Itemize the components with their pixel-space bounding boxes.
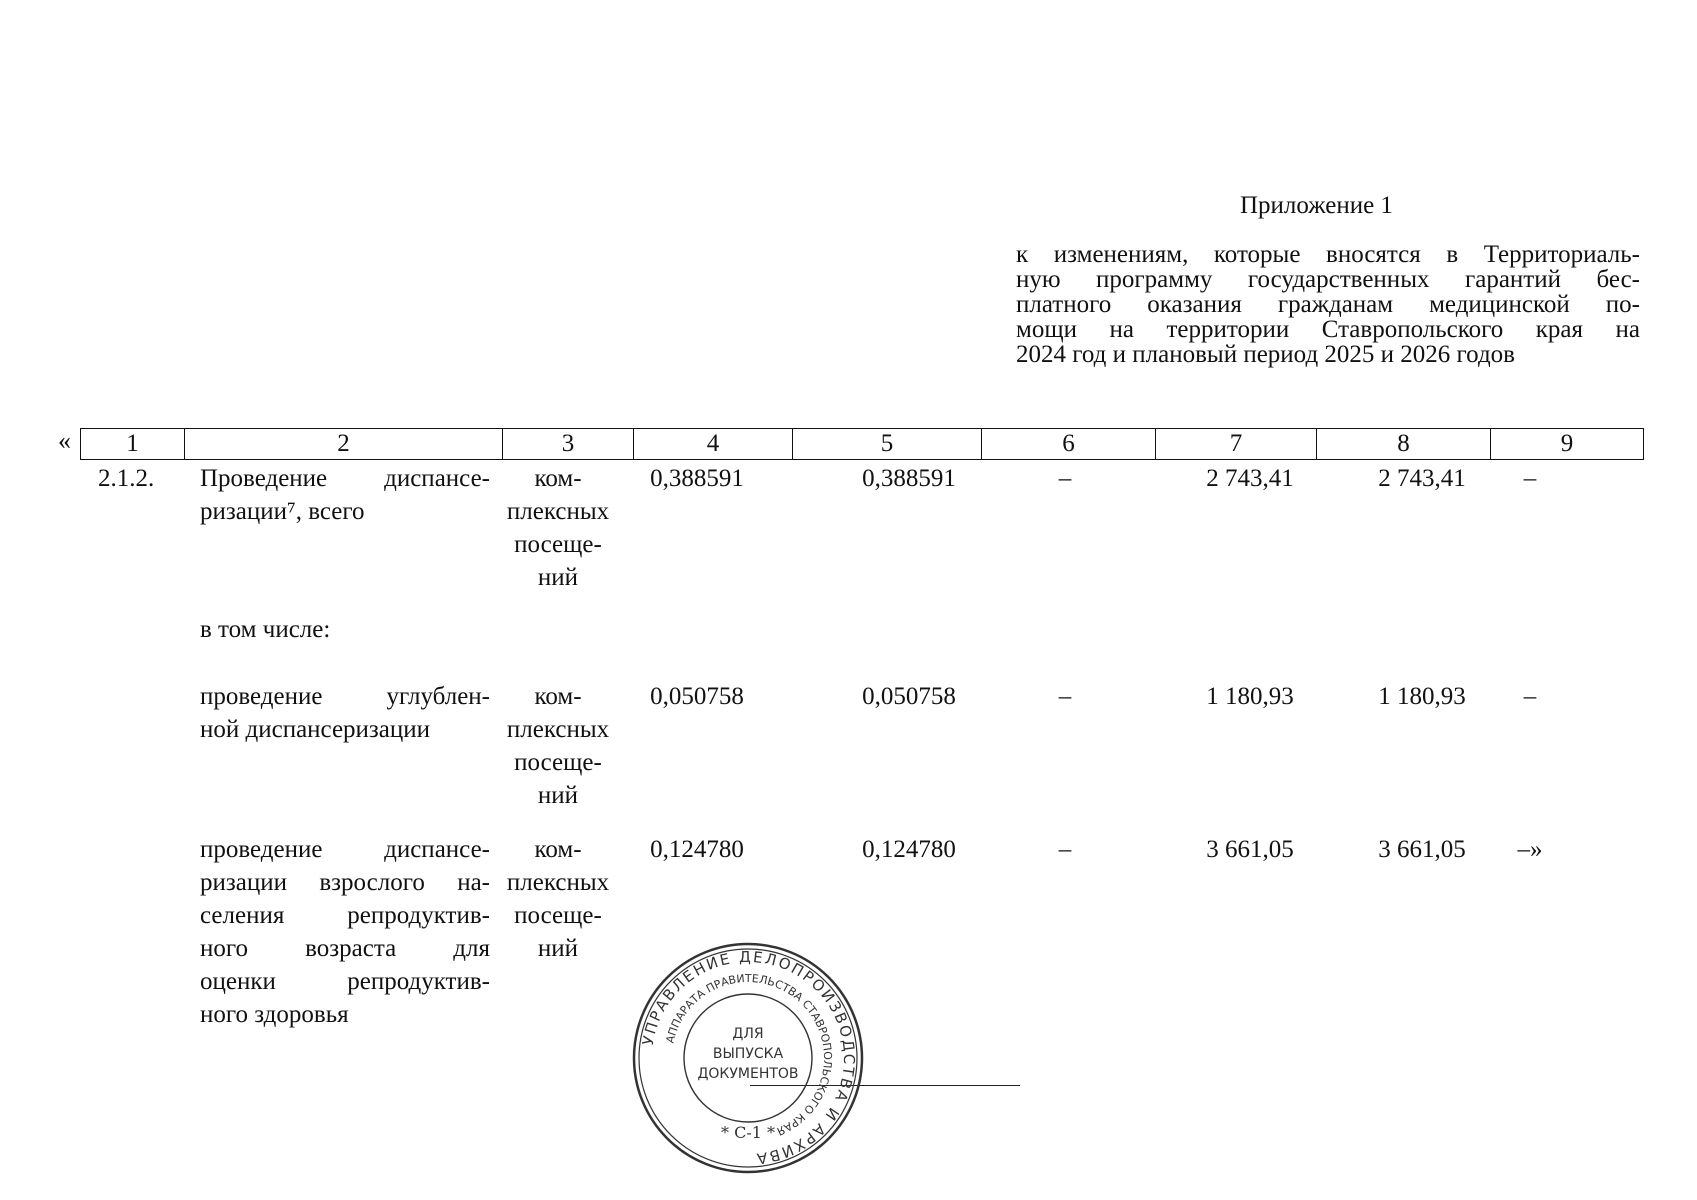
row-number: 2.1.2. (98, 465, 155, 492)
cell-col-5: 0,388591 (862, 465, 956, 492)
row-name-line: ной диспансеризации (200, 716, 431, 743)
cell-col-4: 0,050758 (650, 683, 744, 710)
appendix-line: к изменениям, которые вносятся в Территориаль- (1016, 241, 1640, 268)
unit-line: посеще- (514, 531, 602, 558)
cell-col-8: 1 180,93 (1378, 683, 1466, 710)
header-col-6: 6 (982, 429, 1156, 460)
cell-col-5: 0,124780 (862, 836, 956, 863)
stamp-code: * С-1 * (721, 1123, 775, 1142)
cell-col-8: 2 743,41 (1378, 465, 1466, 492)
row-name-line: в том числе: (200, 616, 331, 643)
header-col-4: 4 (634, 429, 793, 460)
opening-quote: « (58, 426, 71, 455)
cell-col-5: 0,050758 (862, 683, 956, 710)
stamp-center-line: ДЛЯ (732, 1026, 764, 1042)
header-col-9: 9 (1491, 429, 1644, 460)
unit-line: плексных (506, 498, 610, 525)
unit-line: ком- (534, 836, 582, 863)
row-name-line: проведение углублен- (200, 683, 490, 710)
stamp-center-line: ВЫПУСКА (712, 1046, 784, 1062)
unit-line: ком- (534, 683, 582, 710)
cell-col-7: 3 661,05 (1206, 836, 1294, 863)
unit-line: посеще- (514, 902, 602, 929)
row-name-line: ризации взрослого на- (200, 869, 490, 896)
appendix-line: ную программу государственных гарантий бес- (1016, 266, 1640, 293)
appendix-title: Приложение 1 (1240, 192, 1393, 219)
row-name-line: оценки репродуктив- (200, 968, 490, 995)
header-col-3: 3 (503, 429, 634, 460)
row-unit (493, 680, 623, 812)
unit-line: плексных (506, 869, 610, 896)
stamp-outer-text: УПРАВЛЕНИЕ ДЕЛОПРОИЗВОДСТВА И АРХИВА (638, 947, 859, 1168)
appendix-description (1016, 242, 1640, 367)
appendix-line: платного оказания гражданам медицинской по- (1016, 291, 1640, 318)
official-stamp (628, 938, 868, 1178)
header-col-2: 2 (185, 429, 503, 460)
appendix-line: 2024 год и плановый период 2025 и 2026 годов (1016, 341, 1515, 368)
column-number-header (80, 428, 1644, 460)
header-col-5: 5 (793, 429, 982, 460)
unit-line: посеще- (514, 749, 602, 776)
row-name (200, 833, 490, 1031)
row-name (200, 462, 490, 528)
row-name-line: ризации⁷, всего (200, 498, 365, 525)
row-name-line: ного возраста для (200, 935, 490, 962)
cell-col-7: 1 180,93 (1206, 683, 1294, 710)
row-name-line: ного здоровья (200, 1001, 349, 1028)
unit-line: ком- (534, 465, 582, 492)
cell-col-6: – (1058, 465, 1072, 492)
cell-col-6: – (1058, 836, 1072, 863)
row-name-line: селения репродуктив- (200, 902, 490, 929)
row-name (200, 680, 490, 746)
cell-col-9: –» (1517, 836, 1543, 863)
stamp-center-line: ДОКУМЕНТОВ (697, 1066, 799, 1082)
cell-col-7: 2 743,41 (1206, 465, 1294, 492)
header-col-7: 7 (1156, 429, 1317, 460)
row-unit (493, 833, 623, 965)
row-name-line: проведение диспансе- (200, 836, 490, 863)
header-col-1: 1 (81, 429, 185, 460)
row-name-line: Проведение диспансе- (200, 465, 490, 492)
cell-col-4: 0,124780 (650, 836, 744, 863)
cell-col-9: – (1523, 683, 1537, 710)
row-unit (493, 462, 623, 594)
row-name (200, 613, 490, 646)
stamp-inner-text: АППАРАТА ПРАВИТЕЛЬСТВА СТАВРОПОЛЬСКОГО КРАЯ (663, 971, 835, 1138)
cell-col-9: – (1523, 465, 1537, 492)
appendix-line: мощи на территории Ставропольского края на (1016, 316, 1640, 343)
header-col-8: 8 (1317, 429, 1491, 460)
unit-line: ний (537, 782, 579, 809)
unit-line: ний (537, 564, 579, 591)
cell-col-6: – (1058, 683, 1072, 710)
cell-col-4: 0,388591 (650, 465, 744, 492)
unit-line: плексных (506, 716, 610, 743)
cell-col-8: 3 661,05 (1378, 836, 1466, 863)
unit-line: ний (537, 935, 579, 962)
